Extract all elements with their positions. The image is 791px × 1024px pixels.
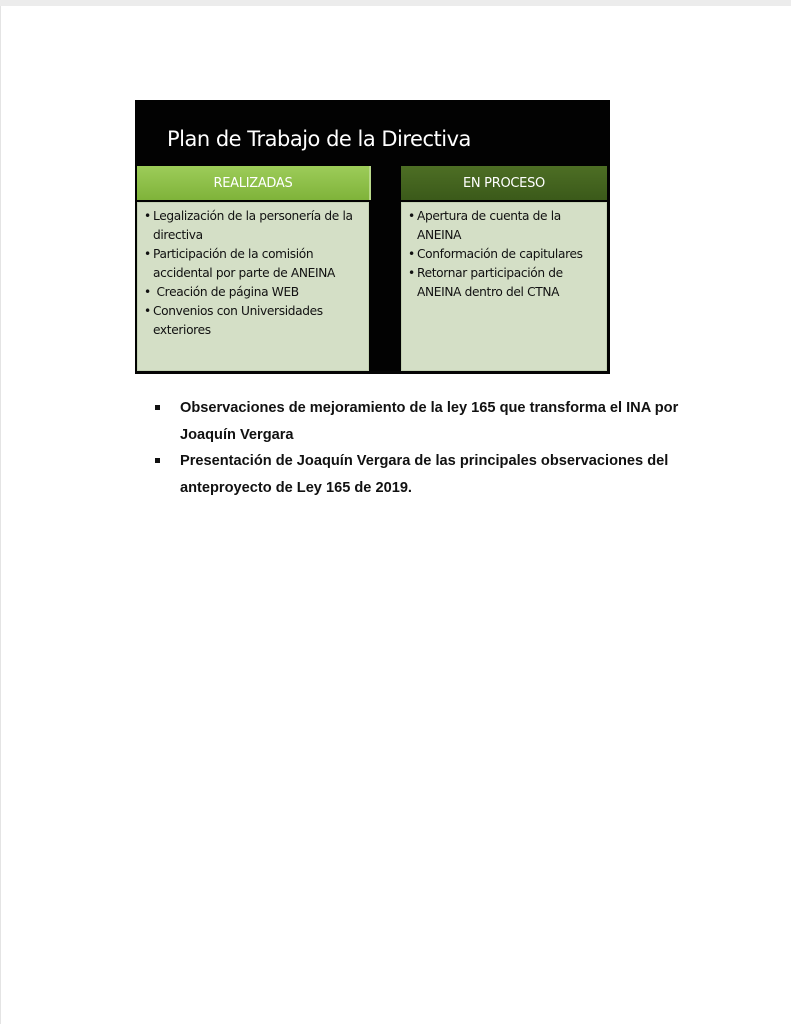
column-header-label: EN PROCESO xyxy=(463,175,545,191)
column-header-realizadas xyxy=(137,166,371,200)
list-item: • Apertura de cuenta de la ANEINA xyxy=(408,209,561,242)
slide-bottom-border xyxy=(135,371,610,374)
list-item: Presentación de Joaquín Vergara de las principales observaciones del anteproyecto de Ley 165 de 2019. xyxy=(155,448,715,501)
observations-list xyxy=(155,395,715,501)
bullet-dot-icon: • xyxy=(144,247,151,261)
square-bullet-icon xyxy=(155,405,160,410)
work-plan-slide-image xyxy=(135,100,610,374)
bullet-dot-icon: • xyxy=(144,304,151,318)
column-header-label: REALIZADAS xyxy=(213,175,293,191)
page-left-border xyxy=(0,6,1,1024)
square-bullet-icon xyxy=(155,458,160,463)
list-item: • Creación de página WEB xyxy=(144,283,362,302)
page-top-border xyxy=(0,0,791,6)
list-item: Observaciones de mejoramiento de la ley 165 que transforma el INA por Joaquín Vergara xyxy=(155,395,715,448)
list-item: • Retornar participación de ANEINA dentro del CTNA xyxy=(408,266,563,299)
list-item: • Legalización de la personería de la directiva xyxy=(144,209,353,242)
bullet-dot-icon: • xyxy=(408,266,415,280)
bullet-dot-icon: • xyxy=(408,209,415,223)
list-item: • Participación de la comisión accidental por parte de ANEINA xyxy=(144,247,335,280)
list-item: • Convenios con Universidades exteriores xyxy=(144,304,323,337)
bullet-dot-icon: • xyxy=(144,285,151,299)
column-body-realizadas xyxy=(137,202,369,371)
realizadas-list xyxy=(144,207,362,340)
bullet-dot-icon: • xyxy=(144,209,151,223)
bullet-dot-icon: • xyxy=(408,247,415,261)
slide-title: Plan de Trabajo de la Directiva xyxy=(167,127,471,151)
column-header-en-proceso xyxy=(401,166,607,200)
list-item: • Conformación de capitulares xyxy=(408,245,600,264)
en-proceso-list xyxy=(408,207,600,302)
column-body-en-proceso xyxy=(401,202,607,371)
